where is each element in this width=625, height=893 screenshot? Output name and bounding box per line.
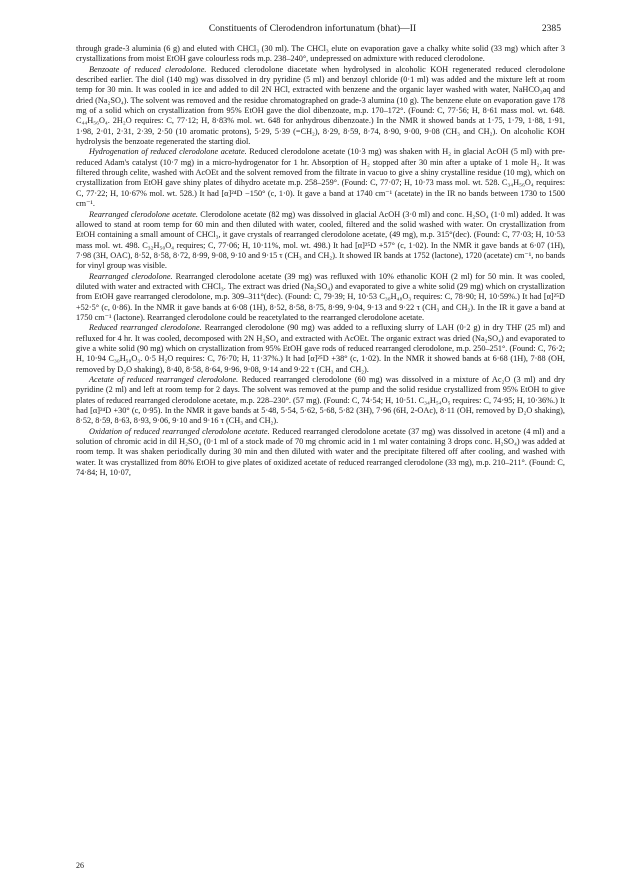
paragraph-text: Reduced clerodolone diacetate when hydrolysed in alcoholic KOH regenerated reduced clerodolone described earlier. The diol (140 mg) was dissolved in dry pyridine (5 ml) and benzoyl chloride (0·1 ml) was added and the mixture left at room temp for 30 min. It was cooled in ice and added to dil 2N HCl, extracted with benzene and the organic layer washed with water, NaHCO₃aq and dried (Na₂SO₄). The solvent was removed and the residue chromatographed on grade-3 alumina (10 g). The benzene elute on evaporation gave 178 mg of a solid which on crystallization from 95% EtOH gave the diol dibenzoate, m.p. 170–172°. (Found: C, 77·56; H, 8·61 mass mol. wt. 648. C₄₄H₅₆O₄. 2H₂O requires: C, 77·12; H, 8·83% mol. wt. 648 for anhydrous dibenzoate.) In the NMR it showed bands at 1·75, 1·79, 1·88, 1·91, 1·98, 2·01, 2·31, 2·39, 2·50 (10 aromatic protons), 5·29, 5·39 (=CH₂), 8·29, 8·59, 8·74, 8·90, 9·00, 9·08 (CH₃ and CH₂). On alcoholic KOH hydrolysis the benzoate regenerated the starting diol.: [76, 64, 565, 147]
paragraph-acetate-reduced-rearranged: [76, 375, 565, 427]
paragraph-text: Reduced rearranged clerodolone acetate (37 mg) was dissolved in acetone (4 ml) and a solution of chromic acid in dil H₂SO₄ (0·1 ml of a stock made of 70 mg chromic acid in 1 ml water containing 3 drops conc. H₂SO₄) was added at room temp. It was shaken periodically during 30 min and then diluted with water and the precipitate filtered off after cooling, and washed with water. It was crystallized from 80% EtOH to give plates of oxidized acetate of reduced rearranged clerodolone (33 mg), m.p. 210–211°. (Found: C, 74·84; H, 10·07,: [76, 426, 565, 478]
paragraph-rearranged-clerodolone: [76, 272, 565, 324]
paragraph-heading: Reduced rearranged clerodolone.: [89, 323, 202, 333]
paragraph-heading: Benzoate of reduced clerodolone.: [89, 64, 207, 74]
paragraph-heading: Rearranged clerodolone.: [89, 271, 173, 281]
paragraph-text: Rearranged clerodolone (90 mg) was added to a refluxing slurry of LAH (0·2 g) in dry THF (25 ml) and refluxed for 4 hr. It was cooled, decomposed with 2N H₂SO₄ and extracted with AcOEt. The organic extract was dried (Na₂SO₄) and evaporated to give a white solid (90 mg) which on crystallization from 95% EtOH gave rods of reduced rearranged clerodolone, m.p. 250–251°. (Found: C, 76·2; H, 10·94 C₃₀H₅₀O₃. 0·5 H₂O requires: C, 76·70; H, 11·37%.) It had [α]²⁵D +38° (c, 1·02). In the NMR it showed bands at 6·68 (1H), 7·88 (OH, removed by D₂O shaking), 8·40, 8·58, 8·64, 9·96, 9·08, 9·14 and 9·22 τ (CH₃ and CH₂).: [76, 323, 565, 374]
page-header: [0, 22, 625, 36]
paragraph-rearranged-acetate: [76, 210, 565, 272]
paragraph-reduced-rearranged: [76, 323, 565, 375]
paragraph-text: Rearranged clerodolone acetate (39 mg) was refluxed with 10% ethanolic KOH (2 ml) for 50 min. It was cooled, diluted with water and extracted with CHCl₃. The extract was dried (Na₂SO₄) and evaporated to give a white solid (29 mg) which on crystallization from EtOH gave rearranged clerodolone, m.p. 309–311°(dec). (Found: C, 79·39; H, 10·53 C₃₀H₄₈O₃ requires: C, 78·90; H, 10·59%.) It had [α]²⁵D +52·5° (c, 0·86). In the NMR it gave bands at 6·08 (1H), 8·52, 8·58, 8·75, 8·99, 9·04, 9·13 and 9·22 τ (CH₃ and CH₂). In the IR it gave a band at 1750 cm⁻¹ (lactone). Rearranged clerodolone could be reacetylated to the rearranged clerodolone acetate.: [76, 271, 565, 322]
article-body: [76, 44, 565, 478]
paragraph-heading: Acetate of reduced rearranged clerodolone.: [89, 375, 239, 384]
signature-mark: 26: [76, 861, 84, 870]
paragraph-text: Reduced clerodolone acetate (10·3 mg) was shaken with H₂ in glacial AcOH (5 ml) with pre-reduced Adam's catalyst (10·7 mg) in a micro-hydrogenator for 1 hr. Absorption of H₂ stopped after 30 min after a uptake of 1 mole H₂. It was filtered through celite, washed with AcOEt and the solvent removed from the filtrate in vacuo to give a shiny crystalline residue (10 mg), which on crystallization from EtOH gave shiny plates of dihydro acetate m.p. 258–259°. (Found: C, 77·07; H, 10·73 mass mol. wt. 528. C₃₄H₅₆O₄ requires: C, 77·22; H, 10·67% mol. wt. 528.) It had [α]²⁴D −150° (c, 1·0). It gave a band at 1740 cm⁻¹ (acetate) in the IR no bands between 1730 to 1500 cm⁻¹.: [76, 147, 566, 209]
paragraph-heading: Hydrogenation of reduced clerodolone acetate.: [89, 147, 247, 157]
paragraph-continuation: [76, 44, 565, 65]
paragraph-heading: Oxidation of reduced rearranged clerodolone acetate.: [89, 426, 270, 436]
paragraph-hydrogenation: [76, 147, 565, 209]
page-number: 2385: [541, 23, 561, 34]
paragraph-oxidation: [76, 427, 565, 479]
paragraph-benzoate: [76, 65, 565, 148]
running-title: Constituents of Clerodendron infortunatum (bhat)—II: [208, 23, 417, 34]
paragraph-text: Clerodolone acetate (82 mg) was dissolved in glacial AcOH (3·0 ml) and conc. H₂SO₄ (1·0 ml) added. It was allowed to stand at room temp for 60 min and then diluted with water, cooled, filtered and the solid washed with water. On crystallization from EtOH containing a small amount of CHCl₃, it gave crystals of rearranged clerodolone acetate, (49 mg), m.p. 315°(dec). (Found: C, 77·03; H, 10·53 mass mol. wt. 498. C₃₂H₅₀O₄ requires; C, 77·06; H, 10·11%, mol. wt. 498.) It had [α]²⁵D +57° (c, 1·02). In the NMR it gave bands at 6·07 (1H), 7·98 (3H, OAC), 8·52, 8·58, 8·72, 8·99, 9·08, 9·10 and 9·15 τ (CH₃ and CH₂). It showed IR bands at 1752 (lactone), 1720 (acetate) cm⁻¹, no bands for vinyl group was visible.: [76, 209, 566, 271]
paragraph-text: Reduced rearranged clerodolone (60 mg) was dissolved in a mixture of Ac₂O (3 ml) and dry pyridine (2 ml) and left at room temp for 2 days. The solvent was removed at the pump and the solid residue crystallized from 95% EtOH to give plates of reduced rearranged clerodolone acetate, m.p. 228–230°. (57 mg). (Found: C, 74·54; H, 10·51. C₃₄H₅₄O₅ requires: C, 74·95; H, 10·36%.) It had [α]²⁴D +30° (c, 0·95). In the NMR it gave bands at 5·48, 5·54, 5·62, 5·68, 5·82 (3H), 7·96 (6H, 2-OAc), 8·11 (OH, removed by D₂O shaking), 8·52, 8·59, 8·63, 8·93, 9·06, 9·10 and 9·16 τ (CH₃ and CH₂).: [76, 375, 566, 426]
paragraph-heading: Rearranged clerodolone acetate.: [89, 209, 198, 219]
paragraph-text: through grade-3 aluminia (6 g) and eluted with CHCl₃ (30 ml). The CHCl₃ elute on evaporation gave a chalky white solid (33 mg) which after 3 crystallizations from moist EtOH gave colourless rods m.p. 238–240°, undepressed on admixture with reduced clerodolone.: [76, 44, 565, 64]
